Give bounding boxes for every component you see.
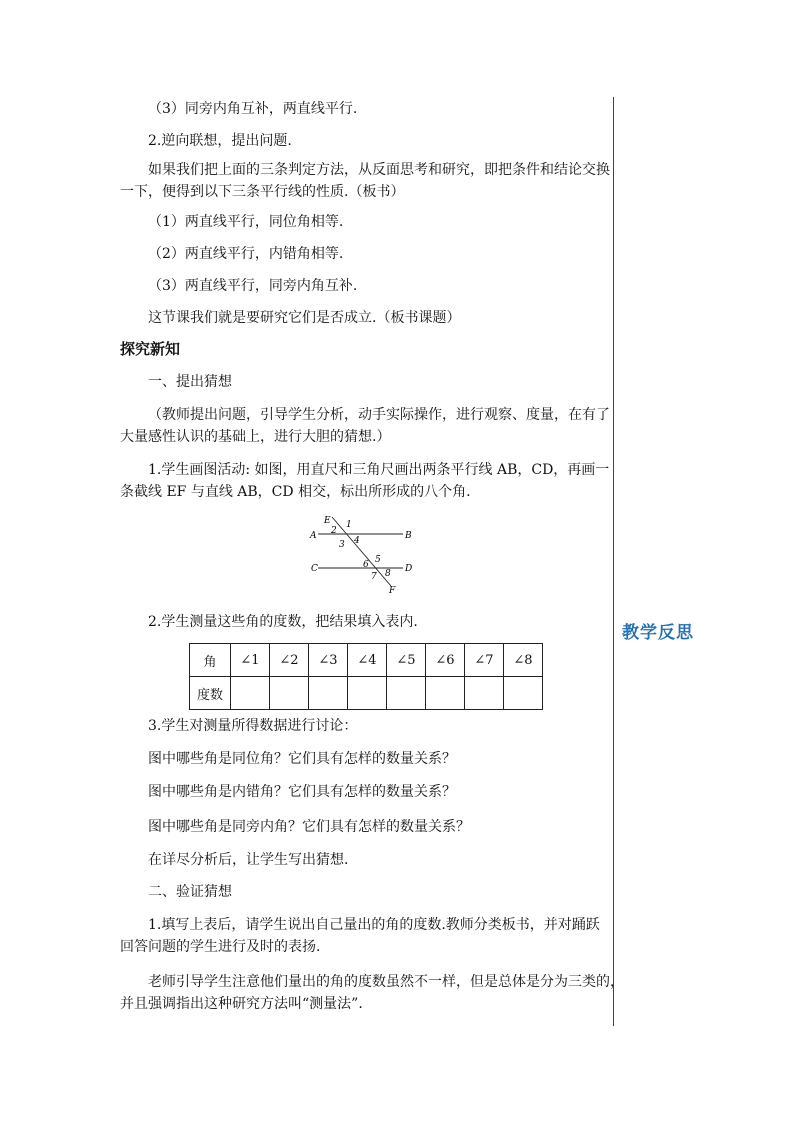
text-line: 回答问题的学生进行及时的表扬.: [120, 939, 321, 955]
text-line: 一、提出猜想: [148, 374, 232, 390]
angle-header-cell: ∠8: [504, 644, 543, 677]
text-line: 图中哪些角是同旁内角？它们具有怎样的数量关系？: [148, 819, 470, 835]
text-line: 在详尽分析后，让学生写出猜想.: [148, 852, 349, 868]
text-line: 老师引导学生注意他们量出的角的度数虽然不一样，但是总体是分为三类的，: [148, 974, 624, 990]
degree-cell: [504, 677, 543, 710]
angle-measure-table: [189, 643, 543, 710]
text-line: 大量感性认识的基础上，进行大胆的猜想.）: [120, 429, 391, 445]
angle-label-3: 3: [339, 540, 345, 550]
table-row: [190, 644, 543, 677]
text-line: 条截线 EF 与直线 AB，CD 相交，标出所形成的八个角.: [120, 484, 471, 500]
text-line: 3.学生对测量所得数据进行讨论：: [148, 718, 358, 734]
angle-header-cell: ∠3: [309, 644, 348, 677]
angle-header-cell: ∠1: [231, 644, 270, 677]
label-b: B: [405, 531, 412, 541]
degree-cell: [426, 677, 465, 710]
text-line: 2.学生测量这些角的度数，把结果填入表内.: [148, 614, 418, 630]
degree-cell: [465, 677, 504, 710]
angle-label-1: 1: [346, 520, 352, 530]
angle-header-cell: ∠7: [465, 644, 504, 677]
text-line: （3）同旁内角互补，两直线平行.: [148, 101, 358, 117]
text-line: （1）两直线平行，同位角相等.: [148, 214, 344, 230]
parallel-lines-diagram: [305, 512, 425, 596]
degree-cell: [309, 677, 348, 710]
text-line: 这节课我们就是要研究它们是否成立.（板书课题）: [148, 310, 461, 326]
degree-cell: [348, 677, 387, 710]
angle-label-4: 4: [354, 536, 360, 546]
label-a: A: [310, 531, 317, 541]
angle-label-6: 6: [363, 560, 369, 570]
angle-label-7: 7: [371, 572, 377, 582]
text-line: （教师提出问题，引导学生分析，动手实际操作，进行观察、度量，在有了: [148, 407, 610, 423]
text-line: （3）两直线平行，同旁内角互补.: [148, 278, 358, 294]
label-f: F: [389, 586, 396, 596]
table-row-label: 度数: [190, 677, 231, 710]
angle-label-2: 2: [331, 526, 337, 536]
label-d: D: [405, 564, 413, 574]
angle-header-cell: ∠2: [270, 644, 309, 677]
text-line: 二、验证猜想: [148, 884, 232, 900]
text-line: 图中哪些角是同位角？它们具有怎样的数量关系？: [148, 751, 456, 767]
section-heading: 探究新知: [120, 340, 181, 358]
text-line: 如果我们把上面的三条判定方法，从反面思考和研究，即把条件和结论交换: [148, 162, 610, 178]
angle-header-cell: ∠5: [387, 644, 426, 677]
angle-header-cell: ∠4: [348, 644, 387, 677]
table-header-cell: 角: [190, 644, 231, 677]
angle-label-5: 5: [375, 555, 381, 565]
angle-header-cell: ∠6: [426, 644, 465, 677]
line-ef: [332, 517, 391, 586]
text-line: 图中哪些角是内错角？它们具有怎样的数量关系？: [148, 784, 456, 800]
teaching-reflection-label: 教学反思: [622, 623, 694, 643]
text-line: 2.逆向联想，提出问题.: [148, 133, 292, 149]
angle-label-8: 8: [385, 569, 391, 579]
label-e: E: [324, 516, 331, 526]
margin-divider: [613, 97, 614, 1026]
degree-cell: [387, 677, 426, 710]
degree-cell: [231, 677, 270, 710]
text-line: 1.填写上表后，请学生说出自己量出的角的度数.教师分类板书，并对踊跃: [148, 917, 600, 933]
degree-cell: [270, 677, 309, 710]
text-line: （2）两直线平行，内错角相等.: [148, 246, 344, 262]
text-line: 一下，便得到以下三条平行线的性质.（板书）: [120, 184, 405, 200]
table-row: [190, 677, 543, 710]
text-line: 并且强调指出这种研究方法叫“测量法”.: [120, 996, 363, 1012]
text-line: 1.学生画图活动: 如图，用直尺和三角尺画出两条平行线 AB，CD，再画一: [148, 462, 610, 478]
label-c: C: [311, 564, 318, 574]
